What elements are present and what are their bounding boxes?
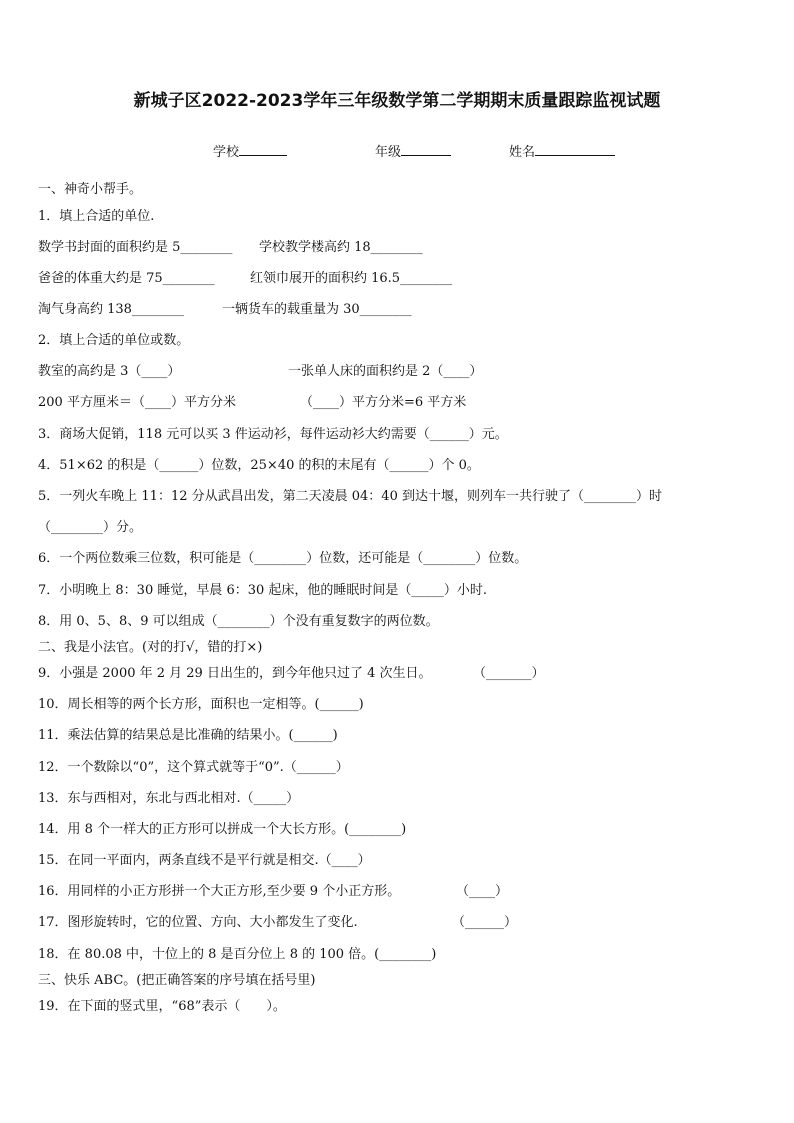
question-14: 14．用 8 个一样大的正方形可以拼成一个大长方形。(________) bbox=[38, 822, 407, 837]
question-11: 11．乘法估算的结果总是比准确的结果小。(______) bbox=[38, 728, 338, 743]
question-1-item-c: 爸爸的体重大约是 75________ bbox=[38, 271, 215, 286]
question-7: 7．小明晚上 8：30 睡觉，早晨 6：30 起床，他的睡眠时间是（_____）小时. bbox=[38, 583, 488, 598]
question-4: 4．51×62 的积是（______）位数，25×40 的积的末尾有（______）个 0。 bbox=[38, 458, 480, 473]
question-5-line-2: （________）分。 bbox=[38, 520, 143, 535]
question-13: 13．东与西相对，东北与西北相对.（_____） bbox=[38, 791, 300, 806]
question-17-answer: （______） bbox=[452, 915, 518, 930]
question-6: 6．一个两位数乘三位数，积可能是（________）位数，还可能是（________）位数。 bbox=[38, 551, 528, 566]
question-2-item-a: 教室的高约是 3（____） bbox=[38, 364, 181, 379]
school-field bbox=[213, 141, 287, 160]
grade-field bbox=[375, 141, 451, 160]
question-2-heading: 2．填上合适的单位或数。 bbox=[38, 333, 190, 348]
question-1-item-d: 红领巾展开的面积约 16.5________ bbox=[250, 271, 453, 286]
question-10: 10．周长相等的两个长方形，面积也一定相等。(______) bbox=[38, 697, 364, 712]
question-2-item-b: 一张单人床的面积约是 2（____） bbox=[288, 364, 483, 379]
section-2-heading: 二、我是小法官。(对的打√，错的打×) bbox=[38, 640, 263, 655]
question-16-answer: （____） bbox=[456, 884, 509, 899]
name-blank[interactable] bbox=[535, 143, 615, 156]
question-1-item-f: 一辆货车的载重量为 30________ bbox=[222, 302, 412, 317]
school-blank[interactable] bbox=[239, 143, 287, 156]
question-9-answer: （_______） bbox=[473, 666, 545, 681]
question-2-item-d: （____）平方分米=6 平方米 bbox=[300, 395, 467, 410]
name-field bbox=[509, 141, 615, 160]
question-1-item-e: 淘气身高约 138________ bbox=[38, 302, 184, 317]
question-12: 12．一个数除以“0”，这个算式就等于“0”.（______） bbox=[38, 760, 349, 775]
question-1-item-a: 数学书封面的面积约是 5________ bbox=[38, 240, 233, 255]
question-17: 17．图形旋转时，它的位置、方向、大小都发生了变化. bbox=[38, 915, 358, 930]
school-label: 学校 bbox=[213, 145, 240, 160]
question-19: 19．在下面的竖式里，“68”表示（ ）。 bbox=[38, 999, 286, 1014]
question-3: 3．商场大促销，118 元可以买 3 件运动衫，每件运动衫大约需要（______）元。 bbox=[38, 427, 508, 442]
question-18: 18．在 80.08 中，十位上的 8 是百分位上 8 的 100 倍。(________) bbox=[38, 947, 437, 962]
question-1-heading: 1．填上合适的单位. bbox=[38, 209, 155, 224]
section-3-heading: 三、快乐 ABC。(把正确答案的序号填在括号里) bbox=[38, 973, 316, 988]
name-label: 姓名 bbox=[509, 145, 536, 160]
page-title: 新城子区2022-2023学年三年级数学第二学期期末质量跟踪监视试题 bbox=[133, 91, 661, 111]
question-15: 15．在同一平面内，两条直线不是平行就是相交.（____） bbox=[38, 853, 371, 868]
question-5-line-1: 5．一列火车晚上 11：12 分从武昌出发，第二天凌晨 04：40 到达十堰，则列车一共行驶了（________）时 bbox=[38, 489, 662, 504]
question-9: 9．小强是 2000 年 2 月 29 日出生的，到今年他只过了 4 次生日。 bbox=[38, 666, 432, 681]
grade-label: 年级 bbox=[375, 145, 402, 160]
section-1-heading: 一、神奇小帮手。 bbox=[38, 182, 143, 197]
question-8: 8．用 0、5、8、9 可以组成（________）个没有重复数字的两位数。 bbox=[38, 614, 439, 629]
question-16: 16．用同样的小正方形拼一个大正方形,至少要 9 个小正方形。 bbox=[38, 884, 401, 899]
question-1-item-b: 学校教学楼高约 18________ bbox=[259, 240, 423, 255]
grade-blank[interactable] bbox=[401, 143, 451, 156]
question-2-item-c: 200 平方厘米＝（____）平方分米 bbox=[38, 395, 236, 410]
